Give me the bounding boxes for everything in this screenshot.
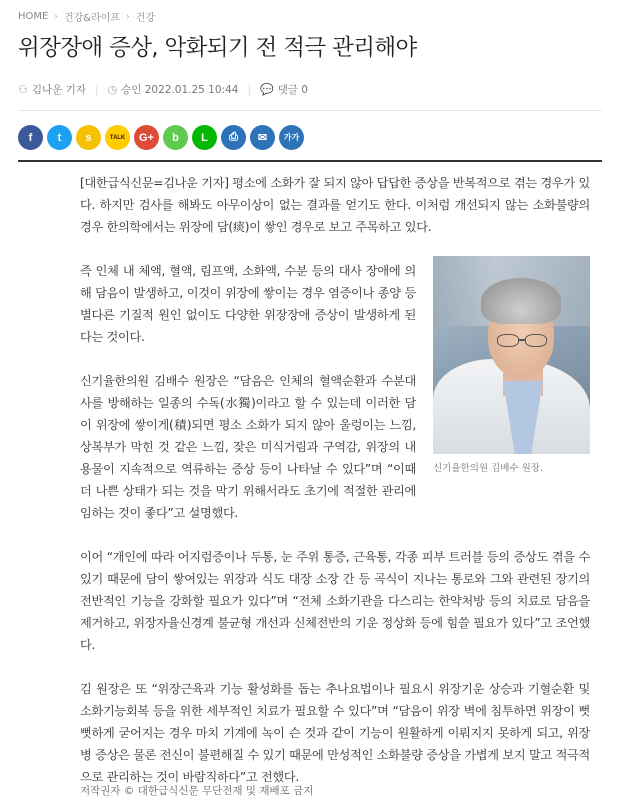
font-size-icon[interactable]: 가가 <box>279 125 304 150</box>
publish-time <box>107 82 238 97</box>
band-icon[interactable]: b <box>163 125 188 150</box>
comment-count[interactable] <box>260 82 308 97</box>
google-plus-icon[interactable]: G+ <box>134 125 159 150</box>
comment-count-text[interactable]: 댓글 0 <box>277 84 308 96</box>
chevron-right-icon: › <box>126 11 130 22</box>
email-icon[interactable]: ✉ <box>250 125 275 150</box>
copyright-notice: 저작권자 © 대한급식신문 무단전재 및 재배포 금지 <box>80 785 314 797</box>
person-icon: ⚇ <box>18 83 28 96</box>
breadcrumb-category[interactable]: 건강 <box>135 13 155 24</box>
print-icon[interactable]: ⎙ <box>221 125 246 150</box>
paragraph: 김 원장은 또 “위장근육과 기능 활성화를 돕는 추나요법이나 필요시 위장기운 상승과 기혈순환 및 소화기능회복 등을 위한 세부적인 치료가 필요할 수 있다”며 “담음이 위장 벽에 침투하면 위장이 뻣뻣하게 굳어지는 경우 마치 기계에 녹이 슨 것과 같이 기능이 원활하게 이뤄지지 못하게 되고, 위장병 증상은 물론 전신이 불편해질 수 있기 때문에 만성적인 소화불량 증상을 가볍게 보지 말고 적극적으로 관리하는 것이 바람직하다”고 전했다. <box>80 682 590 784</box>
comment-icon: 💬 <box>259 83 274 96</box>
article-meta <box>18 82 308 97</box>
paragraph: 즉 인체 내 체액, 혈액, 림프액, 소화액, 수분 등의 대사 장애에 의해 담음이 발생하고, 이것이 위장에 쌓이는 경우 염증이나 종양 등 별다른 기질적 원인 없이도 다양한 위장장애 증상이 발생하게 된다는 것이다. <box>80 264 416 344</box>
article-photo[interactable] <box>433 256 590 454</box>
chevron-right-icon: › <box>54 11 58 22</box>
facebook-icon[interactable]: f <box>18 125 43 150</box>
twitter-icon[interactable]: t <box>47 125 72 150</box>
divider: | <box>247 83 251 96</box>
paragraph: [대한급식신문=김나운 기자] 평소에 소화가 잘 되지 않아 답답한 증상을 반복적으로 겪는 경우가 있다. 하지만 검사를 해봐도 아무이상이 없는 결과를 얻기도 한다. 이처럼 개선되지 않는 소화불량의 경우 한의학에서는 위장에 담(痰)이 쌓인 경우로 보고 주목하고 있다. <box>80 176 590 234</box>
author-name: 김나운 기자 <box>31 84 86 96</box>
article-title: 위장장애 증상, 악화되기 전 적극 관리해야 <box>18 35 417 61</box>
approved-text: 승인 2022.01.25 10:44 <box>121 84 239 96</box>
paragraph: 이어 “개인에 따라 어지럼증이나 두통, 눈 주위 통증, 근육통, 각종 피부 트러블 등의 증상도 겪을 수 있기 때문에 담이 쌓여있는 위장과 식도 대장 소장 간 등 곡식이 지나는 통로와 그와 관련된 장기의 전반적인 기능을 강화할 필요가 있다”며 “전체 소화기관을 다스리는 한약처방 등의 치료로 담음을 제거하고, 위장자율신경계 불균형 개선과 신체전반의 기운 정상화 등에 힘쓸 필요가 있다”고 조언했다. <box>80 550 590 652</box>
clock-icon: ◷ <box>107 83 118 96</box>
photo-caption: 신기율한의원 김배수 원장. <box>433 463 544 474</box>
share-bar <box>18 125 304 150</box>
kakaostory-icon[interactable]: s <box>76 125 101 150</box>
breadcrumb <box>18 9 155 24</box>
kakaotalk-icon[interactable]: TALK <box>105 125 130 150</box>
paragraph: 신기율한의원 김배수 원장은 “담음은 인체의 혈액순환과 수분대사를 방해하는 일종의 수독(水獨)이라고 할 수 있는데 이러한 담이 위장에 쌓이게(積)되면 평소 소화가 되지 않아 울렁이는 느낌, 상복부가 막힌 것 같은 느낌, 잦은 미식거림과 구역감, 위장의 내용물이 지속적으로 역류하는 증상 등이 나타날 수 있다”며 “이때 더 나쁜 상태가 되는 것을 막기 위해서라도 초기에 적절한 관리에 임하는 것이 좋다”고 설명했다. <box>80 374 416 520</box>
divider-line <box>18 110 602 111</box>
breadcrumb-section[interactable]: 건강&라이프 <box>63 13 121 24</box>
author <box>18 82 86 97</box>
content-top-border <box>18 160 602 162</box>
divider: | <box>94 83 99 96</box>
breadcrumb-home[interactable]: HOME <box>18 11 49 22</box>
line-icon[interactable]: L <box>192 125 217 150</box>
